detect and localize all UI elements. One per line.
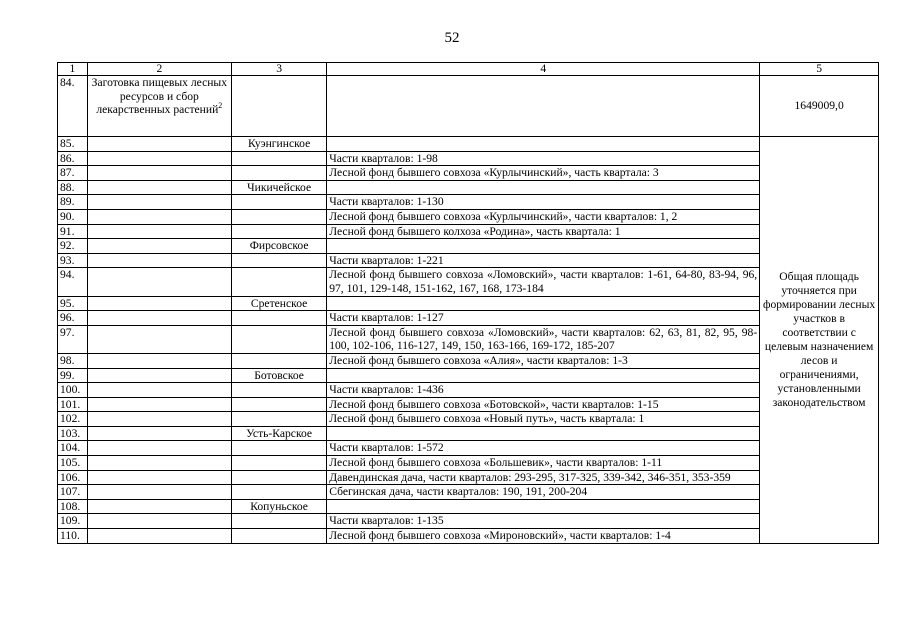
forestry-name	[232, 325, 327, 353]
quarters-description: Давендинская дача, части кварталов: 293-295, 317-325, 339-342, 346-351, 353-359	[327, 470, 760, 485]
activity-cell	[87, 166, 231, 181]
table-row	[58, 383, 879, 398]
row-number: 85.	[58, 137, 88, 152]
row-number: 94.	[58, 268, 88, 296]
activity-cell	[87, 296, 231, 311]
forestry-name	[232, 397, 327, 412]
row-number: 88.	[58, 180, 88, 195]
activity-cell	[87, 195, 231, 210]
quarters-description	[327, 368, 760, 383]
activity-cell	[87, 353, 231, 368]
row-number: 91.	[58, 224, 88, 239]
activity-cell	[87, 209, 231, 224]
quarters-description: Лесной фонд бывшего совхоза «Ломовский», части кварталов: 1-61, 64-80, 83-94, 96, 97, 101, 129-148, 151-162, 167, 168, 173-184	[327, 268, 760, 296]
table-row	[58, 456, 879, 471]
activity-cell	[87, 485, 231, 500]
column-header: 5	[760, 63, 879, 76]
quarters-description: Части кварталов: 1-98	[327, 151, 760, 166]
column-number-header-row	[58, 63, 879, 76]
forestry-name	[232, 529, 327, 544]
row-number: 89.	[58, 195, 88, 210]
table-row	[58, 353, 879, 368]
quarters-description: Сбегинская дача, части кварталов: 190, 191, 200-204	[327, 485, 760, 500]
forestry-name	[232, 412, 327, 427]
quarters-description: Части кварталов: 1-572	[327, 441, 760, 456]
row-number: 86.	[58, 151, 88, 166]
row-number: 87.	[58, 166, 88, 181]
footnote-marker: 2	[218, 101, 223, 111]
activity-cell	[87, 514, 231, 529]
table-row	[58, 441, 879, 456]
column-header: 1	[58, 63, 88, 76]
forestry-name	[232, 441, 327, 456]
activity-cell	[87, 412, 231, 427]
activity-cell	[87, 253, 231, 268]
column-header: 2	[87, 63, 231, 76]
forestry-name: Куэнгинское	[232, 137, 327, 152]
row-number: 92.	[58, 239, 88, 254]
quarters-description: Части кварталов: 1-135	[327, 514, 760, 529]
row-number: 107.	[58, 485, 88, 500]
forestry-name: Усть-Карское	[232, 426, 327, 441]
row-number: 90.	[58, 209, 88, 224]
quarters-description: Части кварталов: 1-221	[327, 253, 760, 268]
row-number: 100.	[58, 383, 88, 398]
table-row	[58, 426, 879, 441]
table-row	[58, 514, 879, 529]
activity-cell	[87, 397, 231, 412]
forestry-name	[232, 224, 327, 239]
table-row	[58, 151, 879, 166]
column-header: 3	[232, 63, 327, 76]
activity-cell	[87, 368, 231, 383]
activity-cell	[87, 76, 231, 137]
row-number: 110.	[58, 529, 88, 544]
quarters-description: Лесной фонд бывшего совхоза «Курлычинский», часть квартала: 3	[327, 166, 760, 181]
row-number: 103.	[58, 426, 88, 441]
quarters-description	[327, 296, 760, 311]
forestry-name	[232, 470, 327, 485]
forestry-name: Фирсовское	[232, 239, 327, 254]
quarters-description: Лесной фонд бывшего совхоза «Ломовский», части кварталов: 62, 63, 81, 82, 95, 98-100, 102-106, 116-127, 149, 150, 163-166, 169-172, 185-207	[327, 325, 760, 353]
forestry-name	[232, 253, 327, 268]
forestry-name	[232, 456, 327, 471]
forestry-name	[232, 353, 327, 368]
activity-cell	[87, 137, 231, 152]
table-row	[58, 209, 879, 224]
activity-cell	[87, 441, 231, 456]
table-row	[58, 368, 879, 383]
forestry-name	[232, 151, 327, 166]
activity-cell	[87, 383, 231, 398]
column-header: 4	[327, 63, 760, 76]
forestry-name	[232, 268, 327, 296]
quarters-description: Лесной фонд бывшего совхоза «Новый путь», часть квартала: 1	[327, 412, 760, 427]
activity-cell	[87, 470, 231, 485]
activity-cell	[87, 239, 231, 254]
activity-cell	[87, 268, 231, 296]
table-row	[58, 195, 879, 210]
quarters-description: Части кварталов: 1-127	[327, 311, 760, 326]
activity-cell	[87, 151, 231, 166]
quarters-description: Лесной фонд бывшего совхоза «Курлычинский», части кварталов: 1, 2	[327, 209, 760, 224]
page-number: 52	[444, 30, 460, 46]
quarters-description: Лесной фонд бывшего совхоза «Ботовской», части кварталов: 1-15	[327, 397, 760, 412]
table-row	[58, 485, 879, 500]
row-number: 106.	[58, 470, 88, 485]
area-note: Общая площадь уточняется при формировании лесных участков в соответствии с целевым назначением лесов и ограничениями, установленными законодательством	[760, 137, 879, 544]
table-row	[58, 224, 879, 239]
table-row	[58, 325, 879, 353]
forestry-name	[232, 514, 327, 529]
quarters-description: Лесной фонд бывшего колхоза «Родина», часть квартала: 1	[327, 224, 760, 239]
activity-cell	[87, 224, 231, 239]
table-row	[58, 137, 879, 152]
row-number: 102.	[58, 412, 88, 427]
quarters-description: Части кварталов: 1-130	[327, 195, 760, 210]
row-number: 99.	[58, 368, 88, 383]
quarters-description	[327, 499, 760, 514]
forestry-name	[232, 485, 327, 500]
activity-cell	[87, 426, 231, 441]
table-row	[58, 253, 879, 268]
table-row	[58, 311, 879, 326]
forestry-name	[232, 195, 327, 210]
quarters-description: Лесной фонд бывшего совхоза «Алия», части кварталов: 1-3	[327, 353, 760, 368]
quarters-description: Лесной фонд бывшего совхоза «Большевик», части кварталов: 1-11	[327, 456, 760, 471]
quarters-description	[327, 239, 760, 254]
activity-cell	[87, 456, 231, 471]
table-row	[58, 239, 879, 254]
quarters-cell	[327, 76, 760, 137]
forestry-cell	[232, 76, 327, 137]
forest-areas-table	[57, 62, 879, 544]
forestry-name: Чикичейское	[232, 180, 327, 195]
activity-cell	[87, 180, 231, 195]
row-number: 97.	[58, 325, 88, 353]
table-row	[58, 470, 879, 485]
table-row	[58, 397, 879, 412]
quarters-description	[327, 180, 760, 195]
forestry-name: Ботовское	[232, 368, 327, 383]
row-number: 104.	[58, 441, 88, 456]
table-row	[58, 268, 879, 296]
quarters-description: Части кварталов: 1-436	[327, 383, 760, 398]
table-row	[58, 499, 879, 514]
table-row	[58, 296, 879, 311]
quarters-description	[327, 137, 760, 152]
table-row	[58, 180, 879, 195]
row-number: 105.	[58, 456, 88, 471]
quarters-description	[327, 426, 760, 441]
row-number: 98.	[58, 353, 88, 368]
activity-cell	[87, 499, 231, 514]
forestry-name	[232, 383, 327, 398]
row-number: 84.	[58, 76, 88, 137]
row-number: 109.	[58, 514, 88, 529]
forestry-name: Копуньское	[232, 499, 327, 514]
row-number: 95.	[58, 296, 88, 311]
activity-text: Заготовка пищевых лесных ресурсов и сбор лекарственных растений	[91, 76, 228, 117]
forestry-name	[232, 166, 327, 181]
table-row	[58, 529, 879, 544]
activity-cell	[87, 311, 231, 326]
row-number: 108.	[58, 499, 88, 514]
forestry-name	[232, 209, 327, 224]
activity-cell	[87, 325, 231, 353]
row-number: 93.	[58, 253, 88, 268]
table-row	[58, 166, 879, 181]
row-number: 101.	[58, 397, 88, 412]
table-row	[58, 412, 879, 427]
area-value: 1649009,0	[760, 76, 879, 137]
forestry-name: Сретенское	[232, 296, 327, 311]
row-number: 96.	[58, 311, 88, 326]
table-row	[58, 76, 879, 137]
activity-cell	[87, 529, 231, 544]
quarters-description: Лесной фонд бывшего совхоза «Мироновский», части кварталов: 1-4	[327, 529, 760, 544]
forestry-name	[232, 311, 327, 326]
